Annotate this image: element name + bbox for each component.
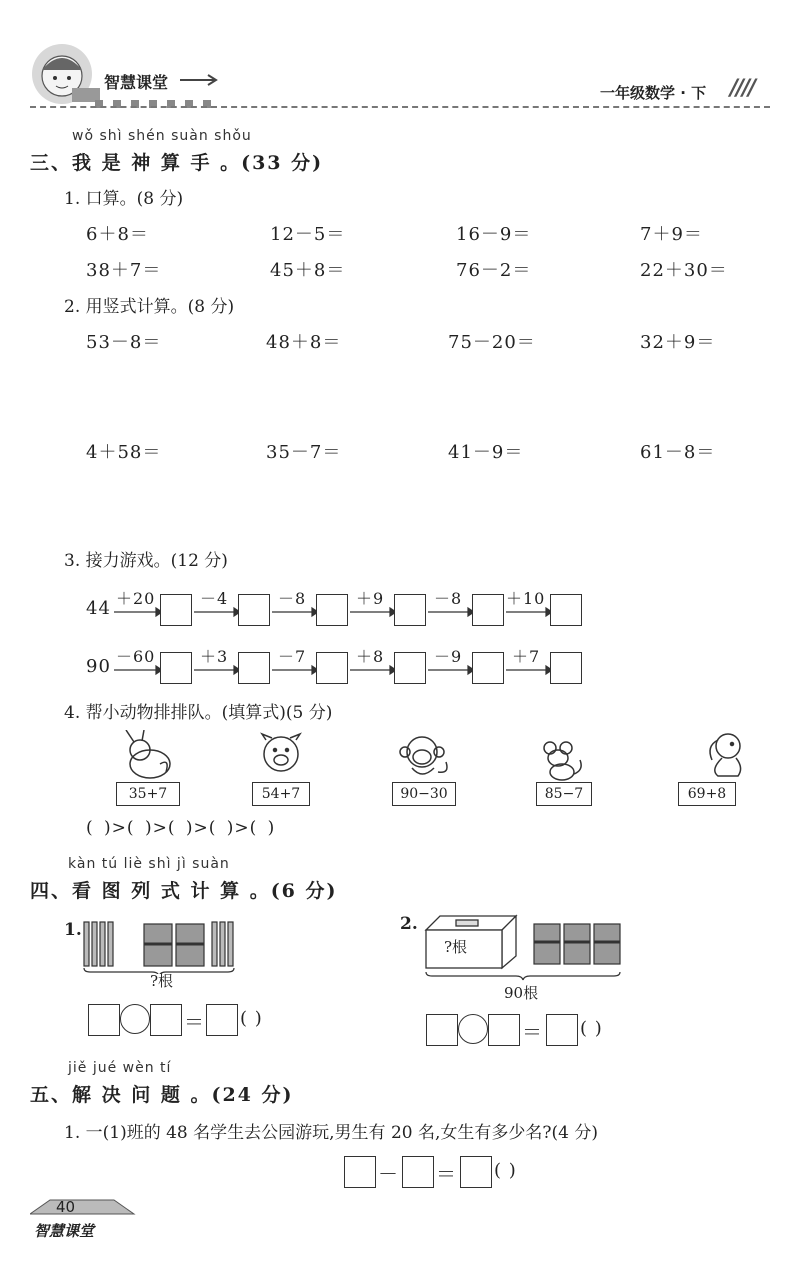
q2-label: 2. 用竖式计算。(8 分) — [64, 297, 235, 317]
section4-title: 四、看 图 列 式 计 算 。(6 分) — [30, 880, 338, 902]
pic1-number: 1. — [64, 920, 82, 940]
relay-answer-box[interactable] — [316, 594, 348, 626]
vertical-item: 41－9＝ — [448, 442, 524, 463]
relay-answer-box[interactable] — [238, 652, 270, 684]
q4-label: 4. 帮小动物排排队。(填算式)(5 分) — [64, 703, 333, 723]
oral-item: 16－9＝ — [456, 224, 532, 245]
relay-answer-box[interactable] — [238, 594, 270, 626]
unit-paren[interactable]: ( ) — [494, 1160, 517, 1181]
equals-sign: ＝ — [436, 1162, 457, 1186]
relay-op: －9 — [434, 647, 463, 666]
oral-item: 6＋8＝ — [86, 224, 149, 245]
pic2-number: 2. — [400, 914, 418, 934]
oral-item: 38＋7＝ — [86, 260, 162, 281]
animal-card: 35+7 — [116, 782, 180, 806]
animal-card: 54+7 — [252, 782, 310, 806]
equation-box[interactable] — [88, 1004, 120, 1036]
equation-box[interactable] — [460, 1156, 492, 1188]
relay-op: ＋7 — [512, 647, 541, 666]
minus-sign: － — [378, 1162, 399, 1186]
page-number: 40 — [56, 1198, 76, 1216]
pic2-box-label: ?根 — [444, 938, 468, 956]
animal-card: 85−7 — [536, 782, 592, 806]
relay-op: －8 — [434, 589, 463, 608]
relay-op: －7 — [278, 647, 307, 666]
equation-box[interactable] — [206, 1004, 238, 1036]
relay-op: ＋8 — [356, 647, 385, 666]
relay-answer-box[interactable] — [316, 652, 348, 684]
operator-circle[interactable] — [120, 1004, 150, 1034]
equals-sign: ＝ — [184, 1010, 205, 1034]
oral-item: 7＋9＝ — [640, 224, 703, 245]
mouse-icon — [540, 740, 586, 782]
vertical-item: 61－8＝ — [640, 442, 716, 463]
footer-brand: 智慧课堂 — [34, 1222, 95, 1240]
vertical-item: 4＋58＝ — [86, 442, 162, 463]
header-slashes: //// — [730, 76, 755, 101]
problem-1-text: 1. 一(1)班的 48 名学生去公园游玩,男生有 20 名,女生有多少名?(4 分) — [64, 1123, 598, 1143]
header-course: 一年级数学 · 下 — [600, 84, 707, 102]
section3-pinyin: wǒ shì shén suàn shǒu — [72, 128, 252, 144]
equation-box[interactable] — [488, 1014, 520, 1046]
relay-answer-box[interactable] — [160, 652, 192, 684]
relay-answer-box[interactable] — [394, 594, 426, 626]
relay-op: －8 — [278, 589, 307, 608]
equation-box[interactable] — [402, 1156, 434, 1188]
arrow-icon — [180, 74, 220, 86]
section3-title: 三、我 是 神 算 手 。(33 分) — [30, 152, 324, 174]
section4-pinyin: kàn tú liè shì jì suàn — [68, 856, 230, 872]
q3-label: 3. 接力游戏。(12 分) — [64, 551, 228, 571]
relay-op: －60 — [116, 647, 156, 666]
relay-op: －4 — [200, 589, 229, 608]
compare-answer-row[interactable]: ( )>( )>( )>( )>( ) — [86, 818, 276, 838]
equals-sign: ＝ — [522, 1020, 543, 1044]
operator-circle[interactable] — [458, 1014, 488, 1044]
relay-op: ＋20 — [116, 589, 156, 608]
section5-pinyin: jiě jué wèn tí — [68, 1060, 172, 1076]
relay-op: ＋9 — [356, 589, 385, 608]
unit-paren[interactable]: ( ) — [580, 1018, 603, 1039]
equation-box[interactable] — [426, 1014, 458, 1046]
brace-icon — [424, 970, 624, 982]
relay-answer-box[interactable] — [550, 594, 582, 626]
vertical-item: 75－20＝ — [448, 332, 536, 353]
vertical-item: 32＋9＝ — [640, 332, 716, 353]
section5-title: 五、解 决 问 题 。(24 分) — [30, 1084, 294, 1106]
header-divider — [30, 106, 770, 108]
vertical-item: 48＋8＝ — [266, 332, 342, 353]
oral-item: 45＋8＝ — [270, 260, 346, 281]
vertical-item: 35－7＝ — [266, 442, 342, 463]
pic1-caption: ?根 — [150, 972, 174, 990]
pig-icon — [258, 732, 304, 778]
relay-answer-box[interactable] — [394, 652, 426, 684]
relay-start: 44 — [86, 598, 111, 619]
relay-op: ＋3 — [200, 647, 229, 666]
oral-item: 22＋30＝ — [640, 260, 728, 281]
vertical-item: 53－8＝ — [86, 332, 162, 353]
oral-item: 12－5＝ — [270, 224, 346, 245]
equation-box[interactable] — [546, 1014, 578, 1046]
monkey-icon — [398, 732, 452, 782]
rabbit-icon — [120, 730, 180, 782]
sticks-bundles-icon — [82, 918, 252, 974]
pic2-caption: 90根 — [504, 984, 539, 1002]
header-brand: 智慧课堂 — [104, 73, 169, 92]
unit-paren[interactable]: ( ) — [240, 1008, 263, 1029]
q1-label: 1. 口算。(8 分) — [64, 189, 184, 209]
equation-box[interactable] — [150, 1004, 182, 1036]
relay-answer-box[interactable] — [472, 594, 504, 626]
relay-answer-box[interactable] — [160, 594, 192, 626]
oral-item: 76－2＝ — [456, 260, 532, 281]
header-dots — [95, 93, 215, 112]
relay-answer-box[interactable] — [550, 652, 582, 684]
animal-card: 90−30 — [392, 782, 456, 806]
relay-op: ＋10 — [506, 589, 546, 608]
page-tab-icon — [30, 1196, 140, 1218]
animal-card: 69+8 — [678, 782, 736, 806]
puppy-icon — [698, 730, 748, 780]
equation-box[interactable] — [344, 1156, 376, 1188]
relay-answer-box[interactable] — [472, 652, 504, 684]
relay-start: 90 — [86, 656, 111, 677]
